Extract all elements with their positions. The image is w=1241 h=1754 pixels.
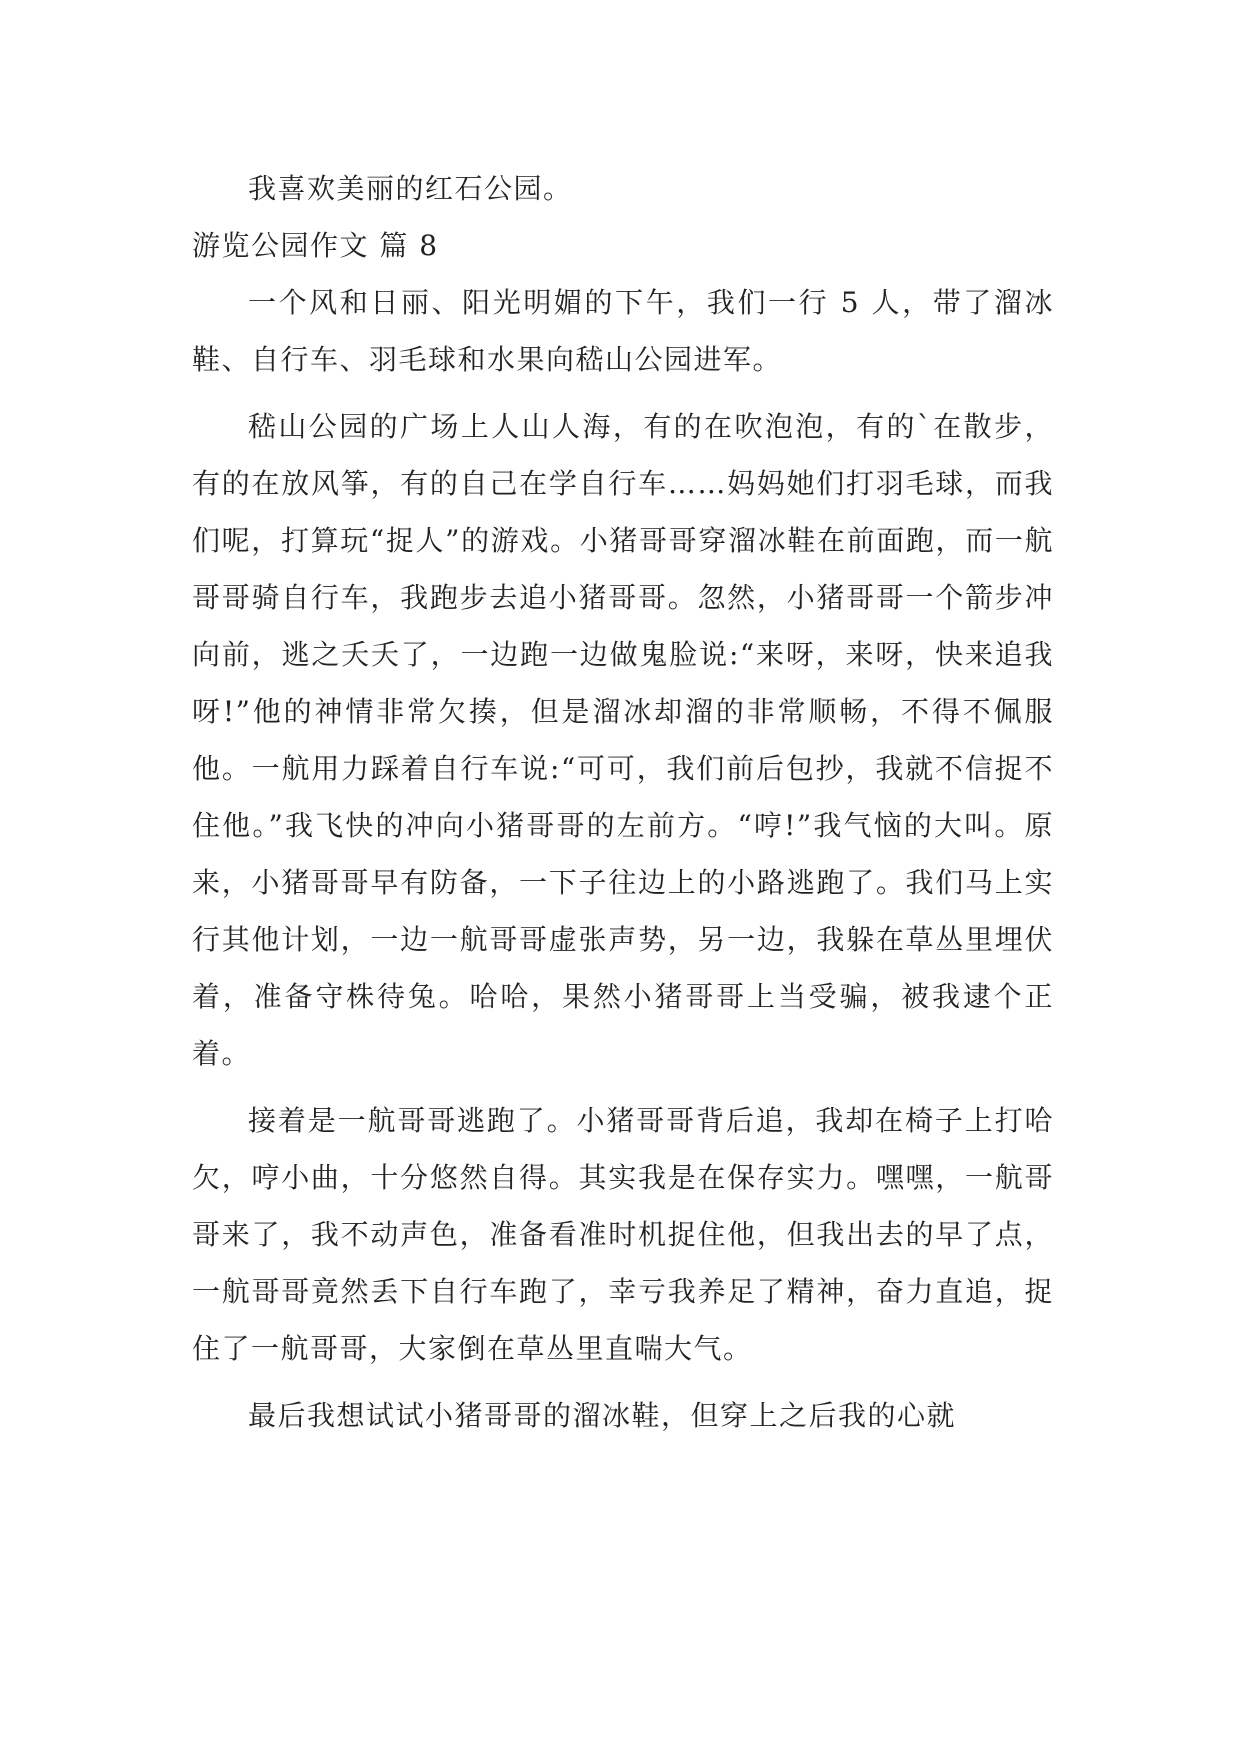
- document-page: [192, 160, 1054, 1444]
- paragraph: 接着是一航哥哥逃跑了。小猪哥哥背后追，我却在椅子上打哈欠，哼小曲，十分悠然自得。其实我是在保存实力。嘿嘿，一航哥哥来了，我不动声色，准备看准时机捉住他，但我出去的早了点，一航哥哥竟然丢下自行车跑了，幸亏我养足了精神，奋力直追，捉住了一航哥哥，大家倒在草丛里直喘大气。: [192, 1104, 1054, 1365]
- paragraph: 嵇山公园的广场上人山人海，有的在吹泡泡，有的`在散步，有的在放风筝，有的自己在学自行车……妈妈她们打羽毛球，而我们呢，打算玩“捉人”的游戏。小猪哥哥穿溜冰鞋在前面跑，而一航哥哥骑自行车，我跑步去追小猪哥哥。忽然，小猪哥哥一个箭步冲向前，逃之夭夭了，一边跑一边做鬼脸说:“来呀，来呀，快来追我呀!”他的神情非常欠揍，但是溜冰却溜的非常顺畅，不得不佩服他。一航用力踩着自行车说:“可可，我们前后包抄，我就不信捉不住他。”我飞快的冲向小猪哥哥的左前方。“哼!”我气恼的大叫。原来，小猪哥哥早有防备，一下子往边上的小路逃跑了。我们马上实行其他计划，一边一航哥哥虚张声势，另一边，我躲在草丛里埋伏着，准备守株待兔。哈哈，果然小猪哥哥上当受骗，被我逮个正着。: [192, 410, 1054, 1070]
- paragraph: 最后我想试试小猪哥哥的溜冰鞋，但穿上之后我的心就: [248, 1399, 957, 1432]
- section-title: 游览公园作文 篇 8: [192, 229, 439, 262]
- paragraph: 一个风和日丽、阳光明媚的下午，我们一行 5 人，带了溜冰鞋、自行车、羽毛球和水果向嵇山公园进军。: [192, 286, 1054, 376]
- intro-line: 我喜欢美丽的红石公园。: [248, 172, 573, 205]
